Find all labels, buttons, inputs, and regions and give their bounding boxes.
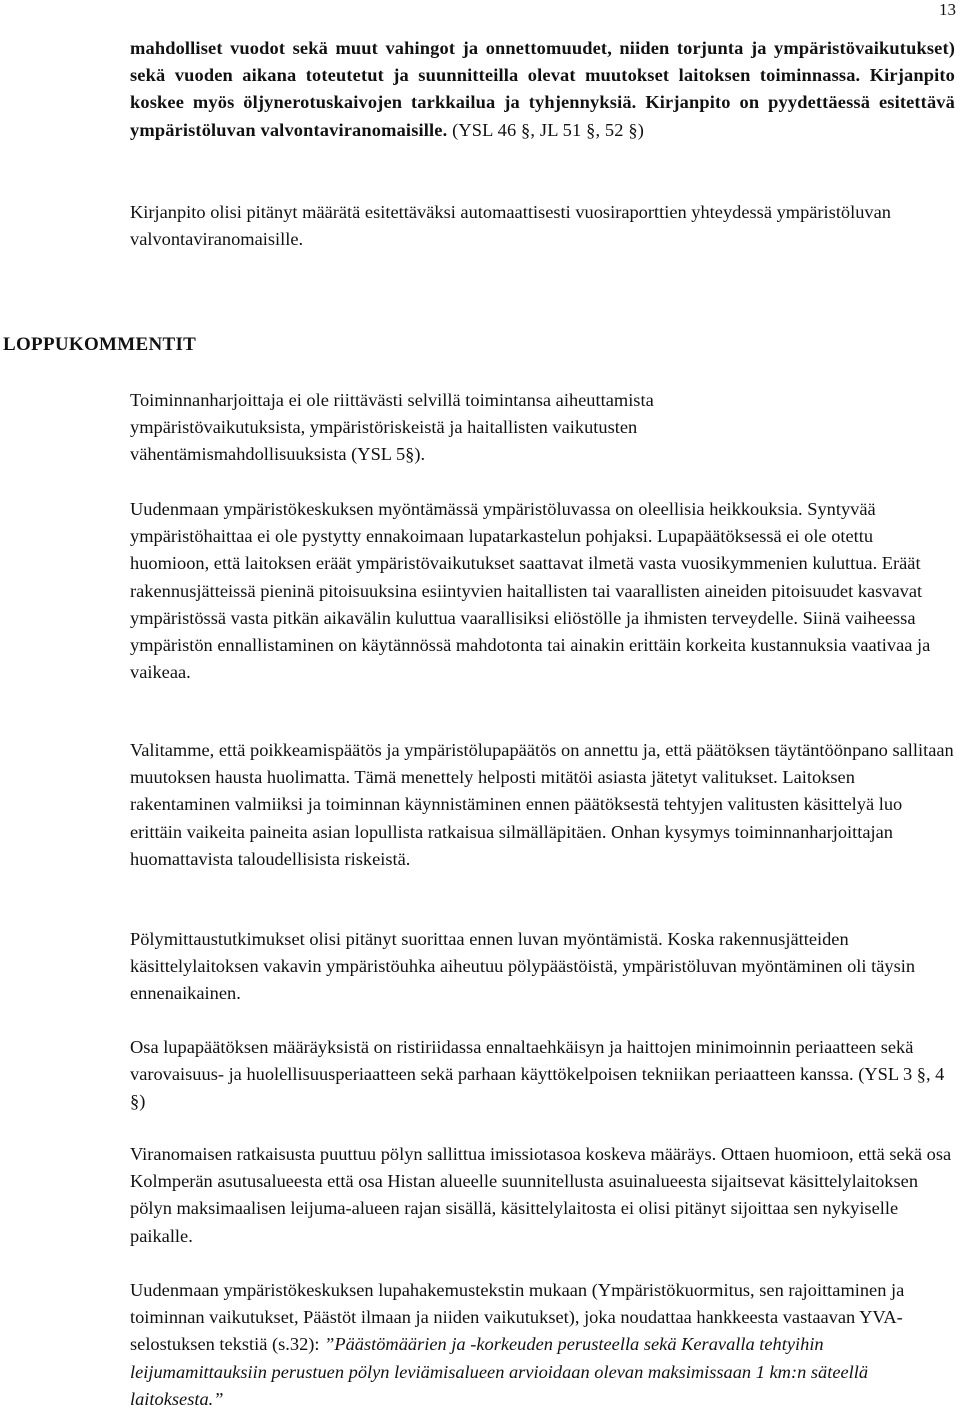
intro-citation: (YSL 46 §, JL 51 §, 52 §) [447, 119, 644, 140]
intro-bold-text: mahdolliset vuodot sekä muut vahingot ja onnettomuudet, niiden torjunta ja ympäristövaikutukset) sekä vuoden aikana toteutetut ja suunnitteilla olevat muutokset laitoksen toiminnassa. Kirjanpito koskee myös öljynerotuskaivojen tarkkailua ja tyhjennyksiä. Kirjanpito on pyydettäessä esitettävä ympäristöluvan valvontaviranomaisille. [130, 38, 955, 140]
section-heading: LOPPUKOMMENTIT [3, 334, 197, 355]
paragraph-1: Toiminnanharjoittaja ei ole riittävästi selvillä toimintansa aiheuttamista ympäristövaikutuksista, ympäristöriskeistä ja haitallisten vaikutusten vähentämismahdollisuuksista (YSL 5§). [130, 390, 654, 465]
paragraph-3: Valitamme, että poikkeamispäätös ja ympäristölupapäätös on annettu ja, että päätöksen täytäntöönpano sallitaan muutoksen hausta huolimatta. Tämä menettely helposti mitätöi asiasta jätetyt valitukset. Laitoksen rakentaminen valmiiksi ja toiminnan käynnistäminen ennen päätöksestä tehtyjen valitusten käsittelyä luo erittäin vaikeita paineita asian lopullista ratkaisua silmälläpitäen. Onhan kysymys toiminnanharjoittajan huomattavista taloudellisista riskeistä. [130, 740, 954, 869]
paragraph-5: Osa lupapäätöksen määräyksistä on ristiriidassa ennaltaehkäisyn ja haittojen minimoinnin periaatteen sekä varovaisuus- ja huolellisuusperiaatteen sekä parhaan käyttökelpoisen tekniikan periaatteen kanssa. (YSL 3 §, 4 §) [130, 1037, 945, 1112]
paragraph-4: Pölymittaustutkimukset olisi pitänyt suorittaa ennen luvan myöntämistä. Koska rakennusjätteiden käsittelylaitoksen vakavin ympäristöuhka aiheutuu pölypäästöistä, ympäristöluvan myöntäminen oli täysin ennenaikainen. [130, 929, 916, 1004]
page-number: 13 [939, 0, 956, 19]
paragraph-7-quote: ”Päästömäärien ja -korkeuden perusteella sekä Keravalla tehtyihin leijumamittauksiin perustuen pölyn leviämisalueen arvioidaan olevan maksimissaan 1 km:n säteellä laitoksesta.” [130, 1334, 869, 1409]
paragraph-6: Viranomaisen ratkaisusta puuttuu pölyn sallittua imissiotasoa koskeva määräys. Ottaen huomioon, että sekä osa Kolmperän asutusalueesta että osa Histan alueelle suunnitellusta asuinalueesta sijaitsevat käsittelylaitoksen pölyn maksimaalisen leijuma-alueen rajan sisällä, käsittelylaitosta ei olisi pitänyt sijoittaa sen nykyiselle paikalle. [130, 1144, 952, 1246]
paragraph-7-text: Uudenmaan ympäristökeskuksen lupahakemustekstin mukaan (Ympäristökuormitus, sen rajoittaminen ja toiminnan vaikutukset, Päästöt ilmaan ja niiden vaikutukset), joka noudattaa hankkeesta vastaavan YVA-selostuksen tekstiä (s.32): [130, 1280, 905, 1355]
intro-paragraph [130, 35, 955, 144]
kirjanpito-paragraph: Kirjanpito olisi pitänyt määrätä esitettäväksi automaattisesti vuosiraporttien yhteydessä ympäristöluvan valvontaviranomaisille. [130, 202, 891, 250]
paragraph-2: Uudenmaan ympäristökeskuksen myöntämässä ympäristöluvassa on oleellisia heikkouksia. Syntyvää ympäristöhaittaa ei ole pystytty ennakoimaan lupatarkastelun pohjaksi. Lupapäätöksessä ei ole otettu huomioon, että laitoksen eräät ympäristövaikutukset saattavat ilmetä vasta vuosikymmenien kuluttua. Eräät rakennusjätteissä pieninä pitoisuuksina esiintyvien haitallisten tai vaarallisten aineiden pitoisuudet kasvavat ympäristössä vasta pitkän aikavälin kuluttua vaarallisiksi eliöstölle ja ihmisten terveydelle. Siinä vaiheessa ympäristön ennallistaminen on käytännössä mahdotonta tai ainakin erittäin korkeita kustannuksia vaativaa ja vaikeaa. [130, 499, 931, 683]
paragraph-7 [130, 1277, 955, 1413]
